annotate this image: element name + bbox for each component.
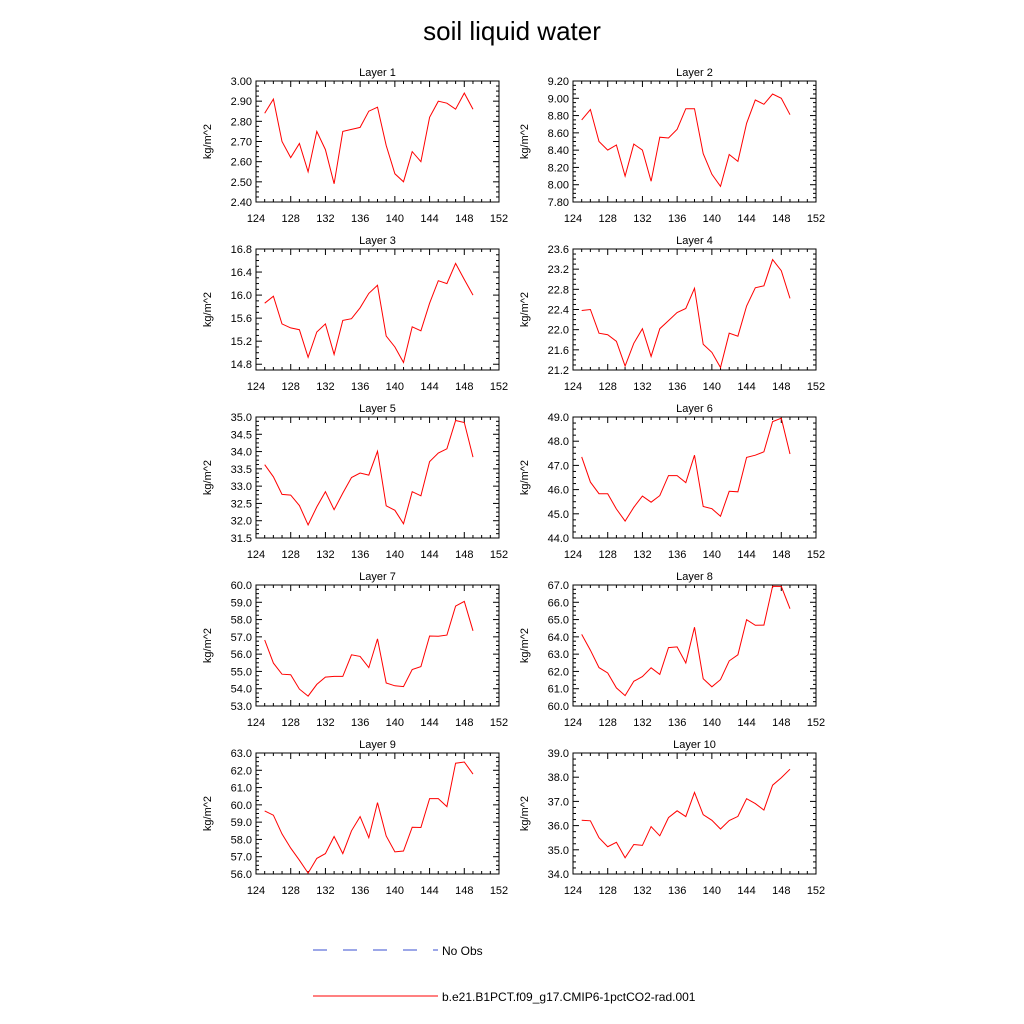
y-tick-label: 59.0 [230, 817, 252, 830]
panel-title: Layer 10 [673, 739, 716, 751]
legend-label-run: b.e21.B1PCT.f09_g17.CMIP6-1pctCO2-rad.001 [442, 990, 696, 1004]
legend-label-no-obs: No Obs [442, 944, 483, 958]
y-tick-label: 65.0 [547, 614, 569, 627]
plot-frame [256, 81, 499, 202]
x-tick-label: 124 [563, 549, 583, 561]
y-tick-label: 32.5 [230, 498, 252, 511]
figure-title: soil liquid water [423, 16, 601, 46]
y-tick-label: 16.0 [230, 290, 252, 303]
y-tick-label: 21.2 [547, 365, 569, 377]
x-tick-label: 124 [563, 213, 583, 225]
panels [202, 67, 825, 897]
plot-frame [573, 417, 816, 538]
panel-title: Layer 8 [676, 571, 713, 583]
x-tick-label: 132 [316, 885, 335, 897]
x-tick-label: 128 [281, 885, 300, 897]
x-tick-label: 136 [667, 213, 687, 225]
y-tick-label: 9.00 [547, 93, 569, 106]
series-line-1 [265, 421, 473, 525]
y-tick-label: 2.70 [230, 136, 252, 149]
y-tick-label: 31.5 [230, 533, 252, 545]
plot-frame [256, 249, 499, 370]
x-tick-label: 152 [489, 381, 509, 393]
y-tick-label: 2.90 [230, 96, 252, 109]
y-tick-label: 23.2 [547, 264, 569, 277]
x-tick-label: 144 [737, 381, 756, 393]
y-tick-label: 54.0 [230, 683, 252, 696]
y-tick-label: 60.0 [230, 580, 252, 592]
x-tick-label: 148 [772, 213, 791, 225]
y-tick-label: 62.0 [230, 765, 252, 778]
y-tick-label: 22.8 [547, 284, 569, 297]
y-tick-label: 15.6 [230, 313, 252, 326]
plot-frame [573, 585, 816, 706]
x-tick-label: 148 [455, 381, 474, 393]
y-tick-label: 21.6 [547, 344, 569, 357]
x-tick-label: 152 [806, 549, 826, 561]
y-tick-label: 2.40 [230, 197, 252, 209]
x-tick-label: 132 [633, 549, 652, 561]
x-tick-label: 144 [737, 213, 756, 225]
x-tick-label: 140 [385, 885, 405, 897]
y-tick-label: 37.0 [547, 796, 569, 809]
x-tick-label: 132 [316, 549, 335, 561]
x-tick-label: 128 [598, 885, 617, 897]
y-tick-label: 33.0 [230, 481, 252, 494]
y-tick-label: 34.0 [230, 446, 252, 459]
y-axis-label: kg/m^2 [519, 291, 531, 328]
y-tick-label: 33.5 [230, 463, 252, 476]
y-tick-label: 22.0 [547, 324, 569, 337]
x-tick-label: 144 [737, 549, 756, 561]
x-tick-label: 136 [350, 213, 370, 225]
y-tick-label: 8.60 [547, 127, 569, 140]
y-tick-label: 61.0 [230, 782, 252, 795]
x-tick-label: 152 [806, 213, 826, 225]
panel-title: Layer 9 [359, 739, 396, 751]
x-tick-label: 144 [737, 885, 756, 897]
y-tick-label: 66.0 [547, 597, 569, 610]
x-tick-label: 136 [350, 885, 370, 897]
series-line-1 [582, 260, 790, 368]
y-axis-label: kg/m^2 [202, 627, 214, 664]
x-tick-label: 128 [598, 213, 617, 225]
x-tick-label: 132 [316, 717, 335, 729]
plot-frame [573, 249, 816, 370]
x-tick-label: 152 [806, 381, 826, 393]
panel-title: Layer 3 [359, 235, 396, 247]
x-tick-label: 128 [281, 717, 300, 729]
x-tick-label: 144 [420, 381, 439, 393]
y-tick-label: 64.0 [547, 631, 569, 644]
x-tick-label: 124 [563, 717, 583, 729]
y-tick-label: 58.0 [230, 834, 252, 847]
y-axis-label: kg/m^2 [202, 459, 214, 496]
x-tick-label: 140 [385, 549, 405, 561]
plot-frame [256, 753, 499, 874]
x-tick-label: 136 [350, 381, 370, 393]
y-tick-label: 48.0 [547, 436, 569, 449]
x-tick-label: 136 [350, 549, 370, 561]
series-line-1 [582, 94, 790, 186]
y-axis-label: kg/m^2 [519, 627, 531, 664]
x-tick-label: 132 [633, 717, 652, 729]
x-tick-label: 144 [420, 717, 439, 729]
x-tick-label: 124 [246, 885, 266, 897]
x-tick-label: 148 [772, 381, 791, 393]
x-tick-label: 140 [702, 381, 722, 393]
x-tick-label: 144 [420, 213, 439, 225]
y-tick-label: 8.40 [547, 145, 569, 158]
series-line-1 [265, 601, 473, 696]
y-tick-label: 15.2 [230, 336, 252, 349]
x-tick-label: 128 [598, 381, 617, 393]
y-tick-label: 8.00 [547, 179, 569, 192]
x-tick-label: 148 [772, 717, 791, 729]
x-tick-label: 152 [806, 717, 826, 729]
y-tick-label: 53.0 [230, 701, 252, 713]
series-line-1 [582, 586, 790, 695]
y-tick-label: 58.0 [230, 614, 252, 627]
panel-title: Layer 1 [359, 67, 396, 79]
y-axis-label: kg/m^2 [202, 291, 214, 328]
x-tick-label: 128 [598, 549, 617, 561]
x-tick-label: 136 [667, 717, 687, 729]
x-tick-label: 152 [489, 717, 509, 729]
y-tick-label: 49.0 [547, 412, 569, 424]
y-tick-label: 8.80 [547, 110, 569, 123]
x-tick-label: 140 [702, 213, 722, 225]
y-axis-label: kg/m^2 [519, 795, 531, 832]
y-tick-label: 23.6 [547, 244, 569, 256]
y-tick-label: 60.0 [230, 799, 252, 812]
panel-title: Layer 7 [359, 571, 396, 583]
x-tick-label: 128 [281, 381, 300, 393]
x-tick-label: 144 [737, 717, 756, 729]
x-tick-label: 132 [633, 885, 652, 897]
x-tick-label: 124 [246, 549, 266, 561]
panel-title: Layer 6 [676, 403, 713, 415]
y-tick-label: 67.0 [547, 580, 569, 592]
x-tick-label: 140 [702, 885, 722, 897]
y-tick-label: 44.0 [547, 533, 569, 545]
y-tick-label: 2.50 [230, 176, 252, 189]
series-line-1 [265, 762, 473, 873]
plot-frame [256, 585, 499, 706]
x-tick-label: 136 [350, 717, 370, 729]
x-tick-label: 148 [772, 549, 791, 561]
x-tick-label: 132 [633, 213, 652, 225]
series-line-1 [265, 263, 473, 362]
y-tick-label: 16.8 [230, 244, 252, 256]
panel-6 [519, 403, 825, 561]
y-tick-label: 62.0 [547, 666, 569, 679]
x-tick-label: 148 [455, 885, 474, 897]
x-tick-label: 148 [455, 549, 474, 561]
panel-10 [519, 739, 825, 897]
plot-frame [573, 753, 816, 874]
x-tick-label: 152 [489, 213, 509, 225]
panel-title: Layer 2 [676, 67, 713, 79]
x-tick-label: 124 [563, 381, 583, 393]
x-tick-label: 140 [385, 213, 405, 225]
x-tick-label: 128 [281, 213, 300, 225]
y-tick-label: 35.0 [230, 412, 252, 424]
y-tick-label: 14.8 [230, 359, 252, 372]
y-tick-label: 55.0 [230, 666, 252, 679]
y-tick-label: 7.80 [547, 197, 569, 209]
y-tick-label: 63.0 [547, 649, 569, 662]
y-tick-label: 35.0 [547, 844, 569, 857]
x-tick-label: 124 [246, 213, 266, 225]
x-tick-label: 152 [806, 885, 826, 897]
y-tick-label: 22.4 [547, 304, 569, 317]
y-tick-label: 2.80 [230, 116, 252, 129]
x-tick-label: 140 [385, 717, 405, 729]
plot-frame [256, 417, 499, 538]
x-tick-label: 136 [667, 381, 687, 393]
x-tick-label: 132 [633, 381, 652, 393]
x-tick-label: 140 [385, 381, 405, 393]
x-tick-label: 140 [702, 717, 722, 729]
panel-5 [202, 403, 508, 561]
series-line-1 [582, 418, 790, 521]
panel-title: Layer 5 [359, 403, 396, 415]
y-tick-label: 38.0 [547, 772, 569, 785]
y-tick-label: 57.0 [230, 631, 252, 644]
y-tick-label: 39.0 [547, 748, 569, 760]
y-tick-label: 36.0 [547, 820, 569, 833]
y-tick-label: 56.0 [230, 649, 252, 662]
y-tick-label: 34.0 [547, 869, 569, 881]
y-tick-label: 46.0 [547, 484, 569, 497]
x-tick-label: 148 [455, 717, 474, 729]
y-tick-label: 61.0 [547, 683, 569, 696]
y-tick-label: 47.0 [547, 460, 569, 473]
y-tick-label: 56.0 [230, 869, 252, 881]
x-tick-label: 124 [246, 381, 266, 393]
y-tick-label: 63.0 [230, 748, 252, 760]
panel-title: Layer 4 [676, 235, 713, 247]
y-tick-label: 60.0 [547, 701, 569, 713]
panel-3 [202, 235, 508, 393]
x-tick-label: 124 [246, 717, 266, 729]
y-tick-label: 2.60 [230, 156, 252, 169]
x-tick-label: 144 [420, 885, 439, 897]
series-line-1 [582, 769, 790, 858]
panel-1 [202, 67, 508, 225]
x-tick-label: 132 [316, 381, 335, 393]
x-tick-label: 140 [702, 549, 722, 561]
y-tick-label: 57.0 [230, 851, 252, 864]
x-tick-label: 136 [667, 885, 687, 897]
series-line-1 [265, 93, 473, 184]
panel-2 [519, 67, 825, 225]
y-tick-label: 59.0 [230, 597, 252, 610]
y-axis-label: kg/m^2 [202, 795, 214, 832]
x-tick-label: 152 [489, 885, 509, 897]
x-tick-label: 128 [281, 549, 300, 561]
y-axis-label: kg/m^2 [519, 123, 531, 160]
y-tick-label: 9.20 [547, 76, 569, 88]
x-tick-label: 132 [316, 213, 335, 225]
panel-9 [202, 739, 508, 897]
y-axis-label: kg/m^2 [202, 123, 214, 160]
y-tick-label: 16.4 [230, 267, 252, 280]
y-axis-label: kg/m^2 [519, 459, 531, 496]
x-tick-label: 144 [420, 549, 439, 561]
y-tick-label: 32.0 [230, 515, 252, 528]
panel-8 [519, 571, 825, 729]
x-tick-label: 148 [772, 885, 791, 897]
y-tick-label: 3.00 [230, 76, 252, 88]
y-tick-label: 45.0 [547, 508, 569, 521]
panel-7 [202, 571, 508, 729]
x-tick-label: 148 [455, 213, 474, 225]
plot-frame [573, 81, 816, 202]
x-tick-label: 136 [667, 549, 687, 561]
legend-item-run [313, 990, 696, 1004]
panel-4 [519, 235, 825, 393]
x-tick-label: 152 [489, 549, 509, 561]
legend-item-no-obs [313, 944, 483, 958]
x-tick-label: 124 [563, 885, 583, 897]
x-tick-label: 128 [598, 717, 617, 729]
legend [313, 944, 696, 1004]
y-tick-label: 8.20 [547, 162, 569, 175]
y-tick-label: 34.5 [230, 429, 252, 442]
